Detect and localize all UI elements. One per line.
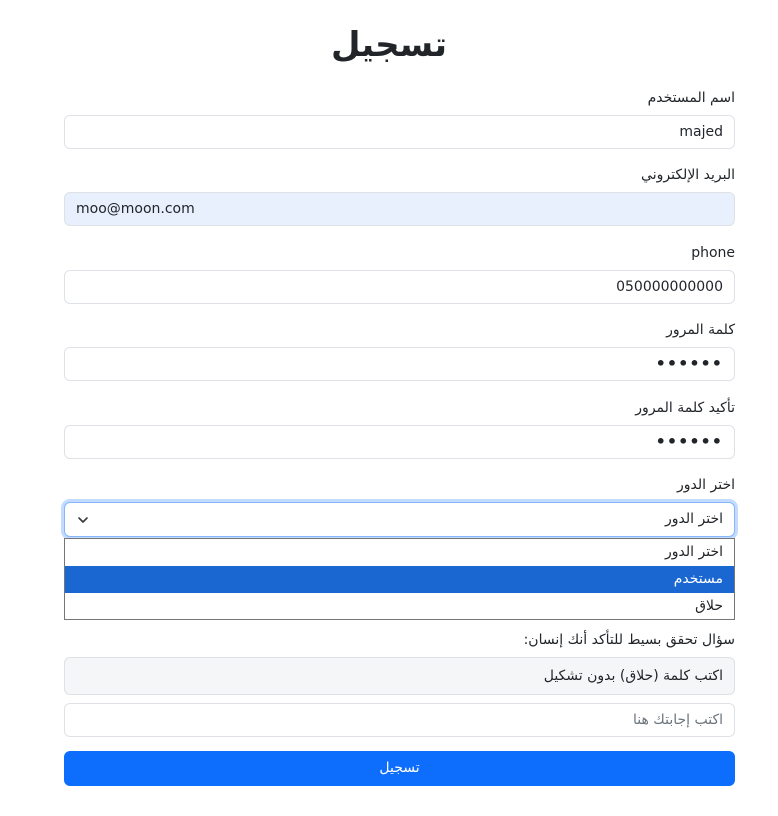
role-option-placeholder[interactable]: اختر الدور: [665, 544, 723, 560]
role-option-barber[interactable]: حلاق: [695, 598, 723, 614]
phone-input[interactable]: 050000000000: [64, 270, 735, 304]
password-label: كلمة المرور: [666, 322, 735, 338]
confirm-password-label: تأكيد كلمة المرور: [635, 400, 735, 416]
email-label: البريد الإلكتروني: [641, 167, 735, 183]
role-label: اختر الدور: [677, 477, 735, 493]
role-option-user[interactable]: مستخدم: [65, 566, 734, 593]
role-select[interactable]: [64, 502, 735, 537]
page-title: تسجيل: [330, 25, 448, 65]
captcha-answer-placeholder: اكتب إجابتك هنا: [632, 712, 723, 728]
captcha-label: سؤال تحقق بسيط للتأكد أنك إنسان:: [523, 632, 735, 648]
chevron-down-icon: [77, 514, 89, 526]
role-select-value: اختر الدور: [665, 511, 723, 527]
captcha-question: اكتب كلمة (حلاق) بدون تشكيل: [64, 657, 735, 695]
register-button[interactable]: تسجيل: [64, 751, 735, 786]
captcha-answer-input[interactable]: [64, 703, 735, 737]
phone-label: phone: [691, 245, 735, 261]
password-input[interactable]: ••••••: [64, 347, 735, 381]
role-options-list: [64, 538, 735, 620]
username-label: اسم المستخدم: [647, 90, 735, 106]
username-input[interactable]: majed: [64, 115, 735, 149]
confirm-password-input[interactable]: ••••••: [64, 425, 735, 459]
email-input[interactable]: moo@moon.com: [64, 192, 735, 226]
